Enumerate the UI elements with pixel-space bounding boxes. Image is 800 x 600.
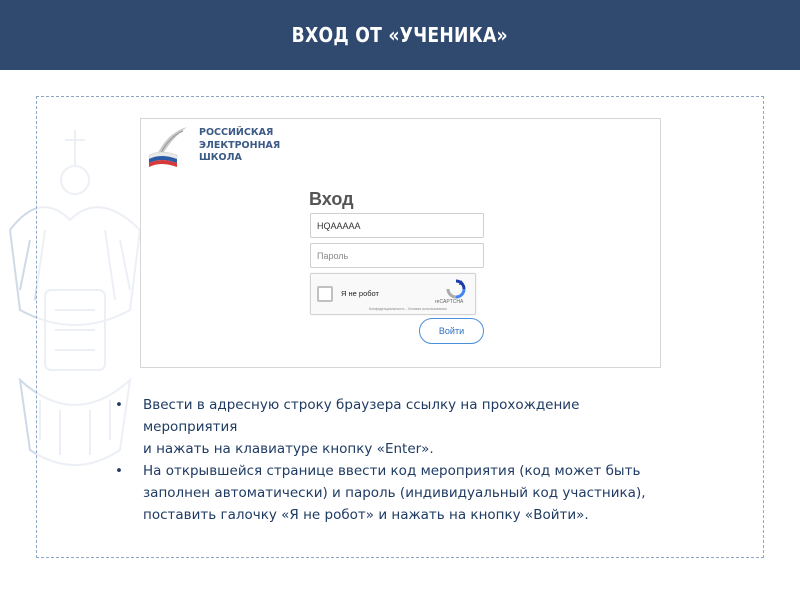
logo-line: РОССИЙСКАЯ: [199, 127, 274, 138]
instruction-line: мероприятия: [143, 419, 238, 435]
not-robot-checkbox[interactable]: [317, 286, 333, 302]
instruction-item: [112, 394, 712, 460]
recaptcha-logo-icon: [445, 278, 467, 300]
login-screenshot: [140, 118, 661, 368]
logo-line: ШКОЛА: [199, 152, 242, 163]
recaptcha-brand: reCAPTCHA: [435, 299, 464, 305]
russian-flag-quill-logo-icon: [147, 125, 191, 169]
instruction-line: поставить галочку «Я не робот» и нажать на кнопку «Войти».: [143, 507, 589, 523]
instruction-list: [112, 394, 712, 526]
instruction-line: • Ввести в адресную строку браузера ссылку на прохождение: [143, 397, 580, 413]
password-input[interactable]: [310, 243, 484, 268]
instruction-line: заполнен автоматически) и пароль (индивидуальный код участника),: [143, 485, 646, 501]
login-heading: Вход: [309, 189, 354, 209]
login-button[interactable]: Войти: [419, 318, 484, 344]
slide-title: ВХОД ОТ «УЧЕНИКА»: [291, 23, 509, 47]
slide-header: [0, 0, 800, 70]
recaptcha-widget: [310, 273, 476, 315]
logo-text: [199, 127, 280, 165]
event-code-input[interactable]: [310, 213, 484, 238]
logo-line: ЭЛЕКТРОННАЯ: [199, 139, 281, 151]
instruction-item: [112, 460, 712, 526]
instruction-line: • На открывшейся странице ввести код мероприятия (код может быть: [143, 463, 641, 479]
instruction-line: и нажать на клавиатуре кнопку «Enter».: [143, 441, 434, 457]
captcha-label: Я не робот: [341, 289, 379, 298]
recaptcha-links[interactable]: Конфиденциальность - Условия использования: [369, 307, 447, 311]
